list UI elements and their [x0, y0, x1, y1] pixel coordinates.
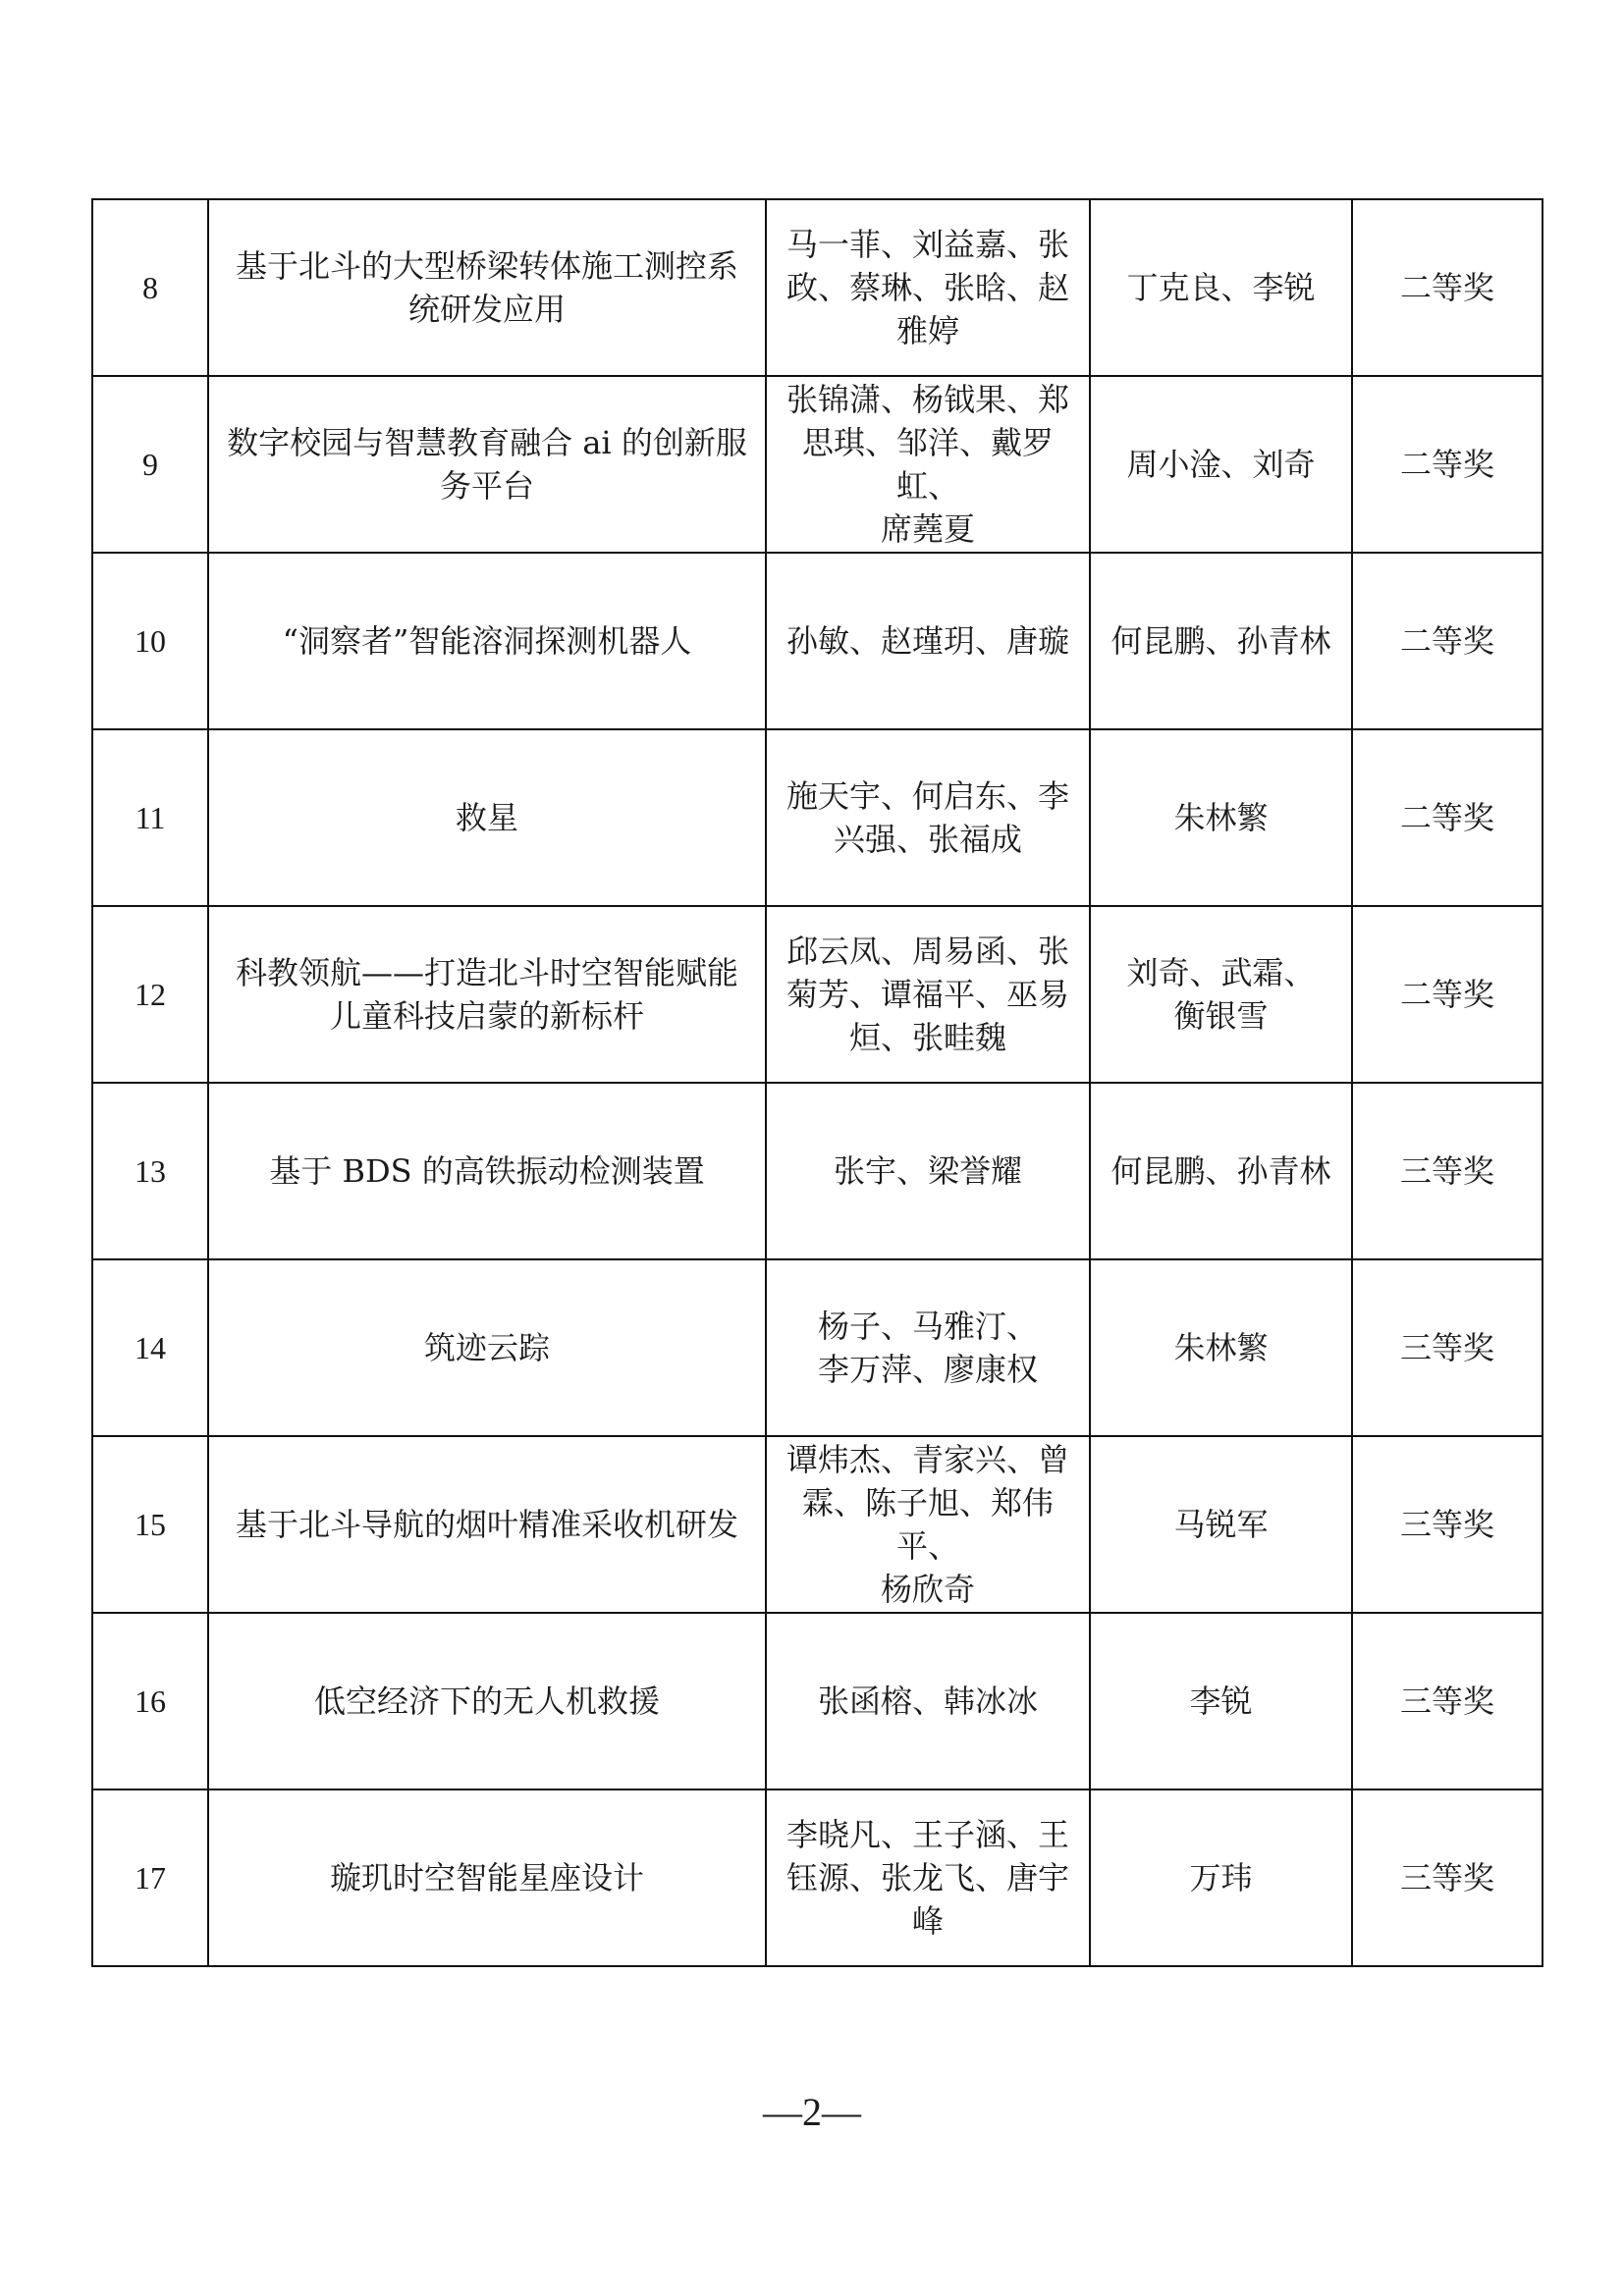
- row-number-cell: [92, 1083, 208, 1259]
- row-number: 16: [135, 1683, 166, 1719]
- table-row: [92, 1436, 1543, 1613]
- team-members-cell: [766, 1083, 1090, 1259]
- award-level-cell: [1352, 553, 1543, 729]
- project-name: 筑迹云踪: [423, 1329, 550, 1366]
- award-level-cell: [1352, 906, 1543, 1083]
- project-name-cell: [208, 1789, 766, 1966]
- award-level-cell: [1352, 199, 1543, 376]
- award-table-body: [92, 199, 1543, 1966]
- award-level-cell: [1352, 729, 1543, 906]
- award-level: 二等奖: [1399, 446, 1494, 483]
- team-members-cell: [766, 199, 1090, 376]
- project-name: 璇玑时空智能星座设计: [329, 1859, 644, 1896]
- project-name: 低空经济下的无人机救援: [313, 1682, 660, 1720]
- team-members-cell: [766, 376, 1090, 553]
- project-name-cell: [208, 553, 766, 729]
- team-members: 谭炜杰、青家兴、曾 霖、陈子旭、郑伟平、 杨欣奇: [785, 1441, 1069, 1608]
- team-members: 张锦潇、杨钺果、郑 思琪、邹洋、戴罗虹、 席蕘夏: [785, 381, 1069, 548]
- award-level: 三等奖: [1399, 1152, 1494, 1190]
- table-row: [92, 376, 1543, 553]
- team-members: 张函榕、韩冰冰: [817, 1682, 1038, 1720]
- row-number-cell: [92, 906, 208, 1083]
- award-level: 二等奖: [1399, 622, 1494, 660]
- team-members: 李晓凡、王子涵、王 钰源、张龙飞、唐宇 峰: [785, 1816, 1069, 1940]
- project-name-cell: [208, 199, 766, 376]
- project-name: 基于北斗的大型桥梁转体施工测控系 统研发应用: [235, 247, 738, 328]
- award-level: 二等奖: [1399, 976, 1494, 1013]
- team-members: 杨子、马雅汀、 李万萍、廖康权: [817, 1308, 1038, 1388]
- award-level-cell: [1352, 1259, 1543, 1436]
- award-level-cell: [1352, 1789, 1543, 1966]
- project-name-cell: [208, 729, 766, 906]
- team-members: 张宇、梁誉耀: [833, 1152, 1022, 1190]
- advisor: 李锐: [1189, 1682, 1253, 1720]
- row-number: 13: [135, 1153, 166, 1189]
- advisor-cell: [1090, 199, 1352, 376]
- table-row: [92, 906, 1543, 1083]
- row-number: 8: [142, 270, 158, 305]
- project-name-cell: [208, 1613, 766, 1789]
- team-members: 孙敏、赵瑾玥、唐璇: [785, 622, 1069, 660]
- team-members-cell: [766, 906, 1090, 1083]
- advisor: 丁克良、李锐: [1126, 269, 1316, 306]
- team-members: 马一菲、刘益嘉、张 政、蔡琳、张晗、赵 雅婷: [785, 226, 1069, 349]
- row-number-cell: [92, 1789, 208, 1966]
- project-name-cell: [208, 906, 766, 1083]
- advisor-cell: [1090, 906, 1352, 1083]
- award-level: 三等奖: [1399, 1329, 1494, 1366]
- award-level-cell: [1352, 1613, 1543, 1789]
- award-level-cell: [1352, 1436, 1543, 1613]
- row-number-cell: [92, 199, 208, 376]
- award-level: 三等奖: [1399, 1859, 1494, 1896]
- table-row: [92, 729, 1543, 906]
- row-number: 15: [135, 1507, 166, 1542]
- advisor-cell: [1090, 1436, 1352, 1613]
- table-row: [92, 553, 1543, 729]
- page-number: —2—: [763, 2090, 861, 2134]
- row-number-cell: [92, 376, 208, 553]
- row-number: 17: [135, 1860, 166, 1896]
- project-name: 科教领航——打造北斗时空智能赋能 儿童科技启蒙的新标杆: [235, 954, 738, 1035]
- advisor: 周小淦、刘奇: [1126, 446, 1316, 483]
- team-members-cell: [766, 1789, 1090, 1966]
- award-table: [91, 198, 1543, 1967]
- advisor-cell: [1090, 376, 1352, 553]
- award-level: 三等奖: [1399, 1682, 1494, 1720]
- project-name-cell: [208, 1083, 766, 1259]
- team-members-cell: [766, 1436, 1090, 1613]
- advisor: 朱林繁: [1173, 1329, 1269, 1366]
- advisor: 朱林繁: [1173, 799, 1269, 836]
- advisor: 马锐军: [1173, 1506, 1269, 1543]
- advisor: 刘奇、武霜、 衡银雪: [1126, 954, 1316, 1035]
- advisor: 何昆鹏、孙青林: [1110, 622, 1331, 660]
- award-level: 二等奖: [1399, 269, 1494, 306]
- row-number: 9: [142, 447, 158, 482]
- row-number-cell: [92, 1436, 208, 1613]
- project-name: 救星: [455, 799, 518, 836]
- team-members: 施天宇、何启东、李 兴强、张福成: [785, 777, 1069, 858]
- row-number-cell: [92, 729, 208, 906]
- advisor-cell: [1090, 729, 1352, 906]
- award-table-container: [91, 198, 1542, 1967]
- project-name: “洞察者”智能溶洞探测机器人: [282, 622, 692, 660]
- project-name: 基于北斗导航的烟叶精准采收机研发: [235, 1506, 738, 1543]
- project-name: 数字校园与智慧教育融合 ai 的创新服 务平台: [227, 424, 747, 505]
- team-members: 邱云凤、周易函、张 菊芳、谭福平、巫易 烜、张畦魏: [785, 933, 1069, 1056]
- row-number: 14: [135, 1330, 166, 1365]
- award-level: 三等奖: [1399, 1506, 1494, 1543]
- advisor-cell: [1090, 1259, 1352, 1436]
- project-name-cell: [208, 376, 766, 553]
- project-name-cell: [208, 1259, 766, 1436]
- advisor-cell: [1090, 1613, 1352, 1789]
- row-number: 12: [135, 977, 166, 1012]
- team-members-cell: [766, 553, 1090, 729]
- table-row: [92, 1083, 1543, 1259]
- table-row: [92, 1613, 1543, 1789]
- row-number-cell: [92, 1259, 208, 1436]
- award-level-cell: [1352, 1083, 1543, 1259]
- row-number-cell: [92, 1613, 208, 1789]
- row-number: 10: [135, 623, 166, 659]
- advisor: 何昆鹏、孙青林: [1110, 1152, 1331, 1190]
- project-name-cell: [208, 1436, 766, 1613]
- project-name: 基于 BDS 的高铁振动检测装置: [269, 1152, 705, 1190]
- advisor-cell: [1090, 553, 1352, 729]
- award-level: 二等奖: [1399, 799, 1494, 836]
- row-number: 11: [135, 800, 166, 835]
- table-row: [92, 1789, 1543, 1966]
- advisor: 万玮: [1189, 1859, 1253, 1896]
- table-row: [92, 1259, 1543, 1436]
- team-members-cell: [766, 1613, 1090, 1789]
- advisor-cell: [1090, 1789, 1352, 1966]
- award-level-cell: [1352, 376, 1543, 553]
- advisor-cell: [1090, 1083, 1352, 1259]
- table-row: [92, 199, 1543, 376]
- team-members-cell: [766, 729, 1090, 906]
- team-members-cell: [766, 1259, 1090, 1436]
- row-number-cell: [92, 553, 208, 729]
